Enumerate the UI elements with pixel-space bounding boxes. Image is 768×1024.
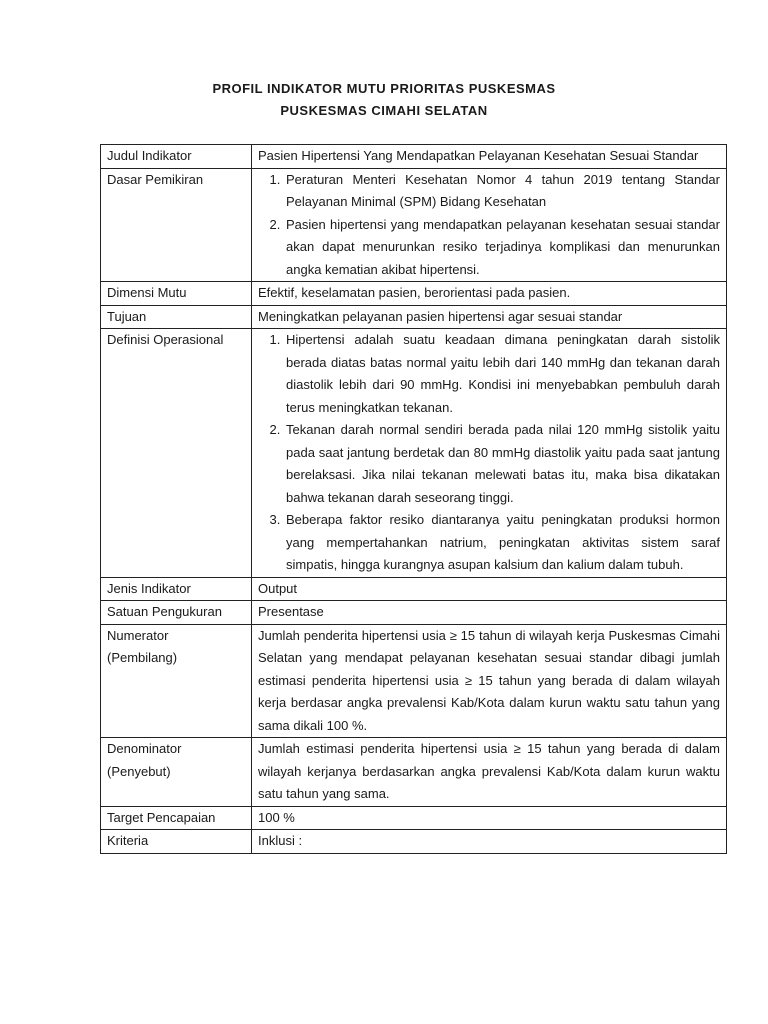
row-label: Dimensi Mutu <box>101 282 252 306</box>
indicator-profile-table <box>100 144 727 854</box>
row-value: 100 % <box>252 806 727 830</box>
list-item: 2. Pasien hipertensi yang mendapatkan pelayanan kesehatan sesuai standar akan dapat menurunkan resiko terjadinya komplikasi dan menurunkan angka kematian akibat hipertensi. <box>284 214 720 282</box>
row-label: Target Pencapaian <box>101 806 252 830</box>
row-definisi-operasional <box>101 329 727 578</box>
list-item: 2. Tekanan darah normal sendiri berada pada nilai 120 mmHg sistolik yaitu pada saat jantung berdetak dan 80 mmHg diastolik yaitu pada saat jantung berelaksasi. Jika nilai tekanan melewati batas itu, maka bisa dikatakan bahwa tekanan darah seseorang tinggi. <box>284 419 720 509</box>
row-judul-indikator <box>101 145 727 169</box>
row-label: Dasar Pemikiran <box>101 168 252 282</box>
title-line-2: PUSKESMAS CIMAHI SELATAN <box>280 103 488 118</box>
list-item: 1. Peraturan Menteri Kesehatan Nomor 4 tahun 2019 tentang Standar Pelayanan Minimal (SPM) Bidang Kesehatan <box>284 169 720 214</box>
row-value: Meningkatkan pelayanan pasien hipertensi agar sesuai standar <box>252 305 727 329</box>
row-label: Tujuan <box>101 305 252 329</box>
numerator-label: Numerator <box>107 627 169 643</box>
definisi-list <box>258 329 720 577</box>
row-value <box>252 329 727 578</box>
row-label <box>101 738 252 807</box>
row-label: Kriteria <box>101 830 252 854</box>
row-dasar-pemikiran <box>101 168 727 282</box>
row-satuan-pengukuran <box>101 601 727 625</box>
list-item: 3. Beberapa faktor resiko diantaranya yaitu peningkatan produksi hormon yang mempertahankan natrium, peningkatan aktivitas sistem saraf simpatis, hingga kurangnya asupan kalsium dan kalium dalam tubuh. <box>284 509 720 577</box>
row-denominator <box>101 738 727 807</box>
denominator-label: Denominator <box>107 741 182 756</box>
row-value: Inklusi : <box>252 830 727 854</box>
row-target-pencapaian <box>101 806 727 830</box>
dasar-list <box>258 169 720 282</box>
row-label: Judul Indikator <box>101 145 252 169</box>
row-value <box>252 168 727 282</box>
row-value: Pasien Hipertensi Yang Mendapatkan Pelayanan Kesehatan Sesuai Standar <box>252 145 727 169</box>
row-tujuan <box>101 305 727 329</box>
row-dimensi-mutu <box>101 282 727 306</box>
row-value: Efektif, keselamatan pasien, berorientasi pada pasien. <box>252 282 727 306</box>
row-value: Presentase <box>252 601 727 625</box>
row-label <box>101 624 252 738</box>
row-jenis-indikator <box>101 577 727 601</box>
row-value: Output <box>252 577 727 601</box>
document-header <box>0 78 768 122</box>
pembilang-label: (Pembilang) <box>107 650 178 665</box>
list-item: 1. Hipertensi adalah suatu keadaan dimana peningkatan darah sistolik berada diatas batas normal yaitu lebih dari 140 mmHg dan tekanan darah diastolik lebih dari 90 mmHg. Kondisi ini menyebabkan pembuluh darah terus meningkatkan tekanan. <box>284 329 720 419</box>
penyebut-label: (Penyebut) <box>107 763 171 779</box>
row-label: Definisi Operasional <box>101 329 252 578</box>
row-label: Satuan Pengukuran <box>101 601 252 625</box>
row-label: Jenis Indikator <box>101 577 252 601</box>
row-kriteria <box>101 830 727 854</box>
row-numerator <box>101 624 727 738</box>
row-value: Jumlah estimasi penderita hipertensi usia ≥ 15 tahun yang berada di dalam wilayah kerjanya berdasarkan angka prevalensi Kab/Kota dalam kurun waktu satu tahun yang sama. <box>252 738 727 807</box>
title-line-1: PROFIL INDIKATOR MUTU PRIORITAS PUSKESMAS <box>212 81 556 96</box>
row-value: Jumlah penderita hipertensi usia ≥ 15 tahun di wilayah kerja Puskesmas Cimahi Selatan yang mendapat pelayanan kesehatan sesuai standar dibagi jumlah estimasi penderita hipertensi usia ≥ 15 tahun yang berada di dalam wilayah kerja berdasar angka prevalensi Kab/Kota dalam kurun waktu satu tahun yang sama dikali 100 %. <box>252 624 727 738</box>
